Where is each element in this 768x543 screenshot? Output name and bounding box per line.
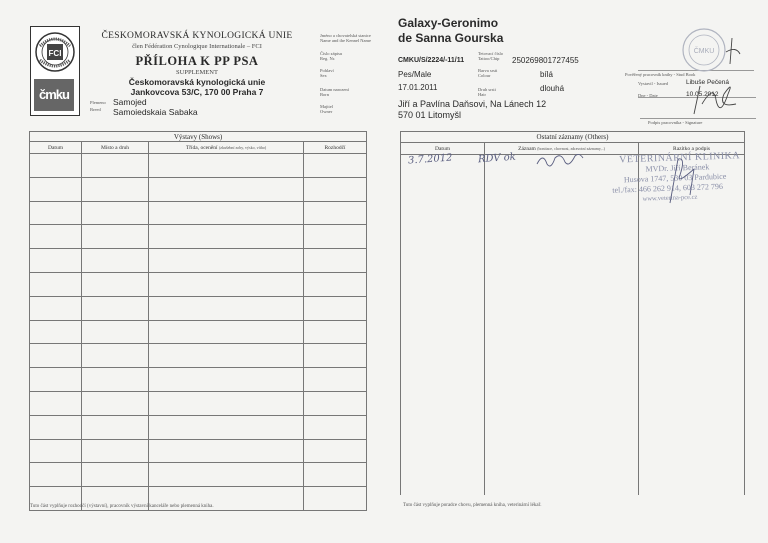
sex-label-en: Sex bbox=[320, 73, 327, 78]
table-row bbox=[30, 177, 367, 201]
handwritten-signature-icon bbox=[535, 150, 585, 172]
shows-table bbox=[29, 131, 367, 511]
others-col-record: Záznam (bonitace, chovnost, zdravotní záznamy,..) bbox=[485, 143, 639, 155]
vet-stamp-line2: MVDr. Jiří Beránek bbox=[645, 162, 710, 174]
shows-col-date: Datum bbox=[30, 142, 82, 154]
fci-seal-icon bbox=[34, 30, 76, 76]
table-row bbox=[30, 320, 367, 344]
dog-name-line1: Galaxy-Geronimo bbox=[398, 16, 499, 30]
colour-label-cz: Barva srsti bbox=[478, 68, 498, 73]
breed-value-cz: Samojed bbox=[113, 97, 147, 107]
name-label-en: Name and the Kennel Name bbox=[320, 38, 371, 43]
handwritten-date: 3.7.2012 bbox=[407, 152, 453, 167]
table-row bbox=[30, 344, 367, 368]
hair-value: dlouhá bbox=[540, 84, 565, 93]
shows-col-place: Místo a druh bbox=[82, 142, 149, 154]
dog-name-line2: de Sanna Gourska bbox=[398, 31, 504, 45]
date-label: Dne - Date bbox=[638, 93, 658, 98]
dob-label-en: Born bbox=[320, 92, 329, 97]
table-row bbox=[30, 439, 367, 463]
colour-value: bílá bbox=[540, 70, 553, 79]
chip-value: 250269801727455 bbox=[512, 56, 579, 65]
owner-value-line2: 570 01 Litomyšl bbox=[398, 110, 462, 120]
sex-label-cz: Pohlaví bbox=[320, 68, 334, 73]
owner-value-line1: Jiří a Pavlína Daňsovi, Na Lánech 12 bbox=[398, 99, 547, 109]
vet-stamp-line4: tel./fax: 466 262 914, 603 272 796 bbox=[612, 181, 724, 195]
dob-label-cz: Datum narození bbox=[320, 87, 349, 92]
cmku-logo bbox=[30, 26, 80, 116]
table-row bbox=[30, 296, 367, 320]
chip-label-cz: Tetovací číslo bbox=[478, 51, 504, 56]
signature-icon bbox=[690, 34, 750, 122]
hair-label-en: Hair bbox=[478, 92, 486, 97]
others-col-date: Datum bbox=[401, 143, 485, 155]
handwritten-entry: RDV ok bbox=[477, 151, 517, 166]
issued-label: Vystavil - Issued bbox=[638, 81, 668, 86]
date-value: 10.05.2012 bbox=[686, 91, 719, 98]
table-row bbox=[30, 391, 367, 415]
shows-col-judge: Rozhodčí bbox=[304, 142, 367, 154]
breed-label-cz: Plemeno bbox=[90, 100, 106, 105]
table-row bbox=[30, 225, 367, 249]
table-row bbox=[30, 463, 367, 487]
chip-label-en: Tattoo/Chip bbox=[478, 56, 500, 61]
others-footer: Tuto část vyplňuje poradce chovu, plemenná kniha, veterinární lékař. bbox=[403, 503, 542, 508]
table-row bbox=[30, 249, 367, 273]
vet-stamp-line3: Husova 1747, 530 03 Pardubice bbox=[623, 171, 727, 185]
doc-subtitle: SUPPLEMENT bbox=[176, 69, 218, 76]
fci-seal-text: FCI bbox=[48, 49, 62, 58]
shows-table-title: Výstavy (Shows) bbox=[30, 132, 367, 142]
sign-label: Podpis pracovníka - Signature bbox=[648, 120, 703, 125]
vet-signature-icon bbox=[650, 155, 720, 205]
owner-label-en: Owner bbox=[320, 109, 333, 114]
breed-label-en: Breed bbox=[90, 107, 101, 112]
table-row bbox=[30, 368, 367, 392]
org-name: ČESKOMORAVSKÁ KYNOLOGICKÁ UNIE bbox=[101, 31, 293, 41]
vet-stamp-line5: www.veterina-pce.cz bbox=[642, 193, 698, 203]
reg-label-en: Reg. Nr. bbox=[320, 56, 336, 61]
reg-value: CMKU/S/2224/-11/11 bbox=[398, 57, 465, 64]
authorised-label: Pověřený pracovník knihy - Stud Book bbox=[625, 72, 696, 77]
doc-title: PŘÍLOHA K PP PSA bbox=[135, 54, 259, 68]
org-name-bold: Českomoravská kynologická unie bbox=[128, 77, 266, 87]
others-table-title: Ostatní záznamy (Others) bbox=[401, 132, 745, 143]
org-member: člen Fédération Cynologique Internationale – FCI bbox=[132, 43, 262, 50]
shows-col-class: Třída, ocenění (zkušební zoby, výsko, vítho) bbox=[149, 142, 304, 154]
shows-footer: Tuto část vyplňuje rozhodčí (výstavní), pracovník výstavní kanceláře nebo plemenná kniha. bbox=[30, 504, 214, 509]
dob-value: 17.01.2011 bbox=[398, 83, 438, 92]
owner-label-cz: Majitel bbox=[320, 104, 333, 109]
breed-value-en: Samoiedskaia Sabaka bbox=[113, 107, 198, 117]
issued-value: Libuše Pečená bbox=[686, 79, 730, 86]
others-col-stamp: Razítko a podpis bbox=[639, 143, 745, 155]
hair-label-cz: Druh srsti bbox=[478, 87, 496, 92]
table-row bbox=[30, 272, 367, 296]
table-row bbox=[30, 201, 367, 225]
org-address: Jankovcova 53/C, 170 00 Praha 7 bbox=[130, 87, 264, 97]
name-label-cz: Jméno a chovatelská stanice bbox=[320, 33, 371, 38]
cmku-mark: čmku bbox=[34, 79, 74, 111]
table-row bbox=[30, 415, 367, 439]
sex-value: Pes/Male bbox=[398, 70, 432, 79]
vet-stamp-line1: VETERINÁRNÍ KLINIKA bbox=[619, 150, 741, 166]
colour-label-en: Colour bbox=[478, 73, 491, 78]
round-stamp-text: ČMKU bbox=[693, 48, 715, 55]
reg-label-cz: Číslo zápisu bbox=[320, 51, 343, 56]
table-row bbox=[30, 154, 367, 178]
